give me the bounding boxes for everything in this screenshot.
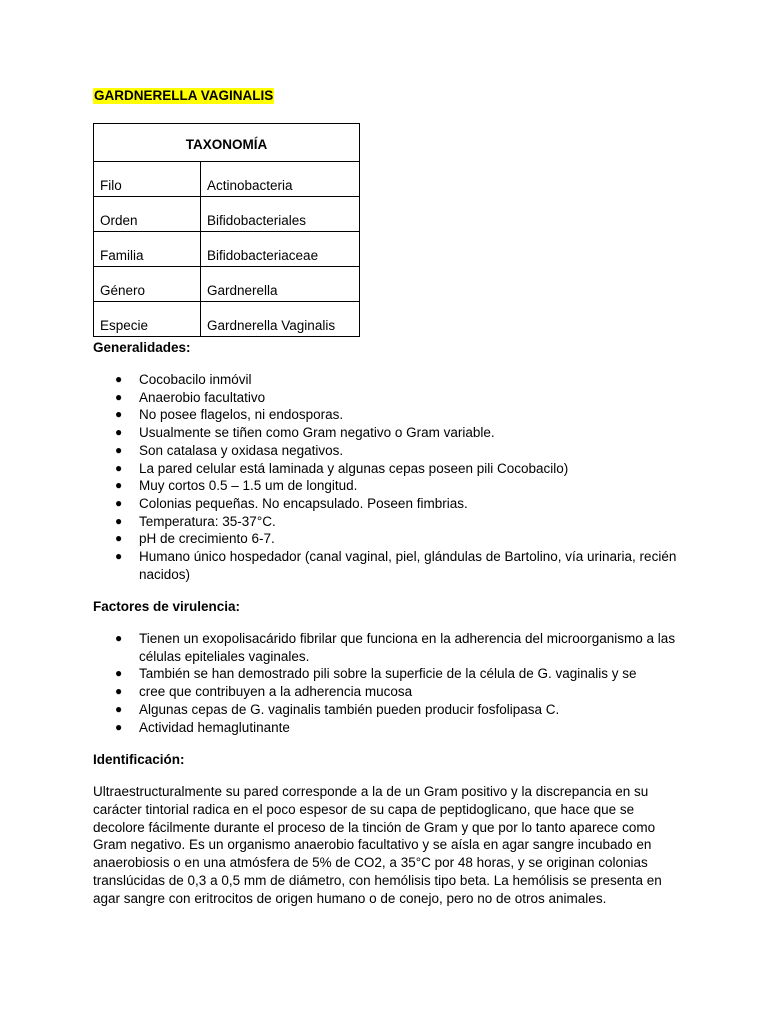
bullet-icon: ● (115, 684, 123, 699)
list-item-text: Actividad hemaglutinante (139, 719, 290, 735)
bullet-icon: ● (115, 442, 123, 457)
list-item-text: No posee flagelos, ni endosporas. (139, 407, 344, 423)
bullet-icon: ● (115, 701, 123, 716)
bullet-icon: ● (115, 719, 123, 734)
taxonomy-value: Actinobacteria (201, 162, 360, 197)
taxonomy-header: TAXONOMÍA (94, 124, 360, 162)
list-item (93, 513, 683, 531)
list-item-text: cree que contribuyen a la adherencia mucosa (139, 684, 413, 700)
list-item-text: Cocobacilo inmóvil (139, 372, 252, 387)
taxonomy-value: Gardnerella Vaginalis (201, 302, 360, 337)
generalidades-heading: Generalidades: (93, 340, 191, 355)
bullet-icon: ● (115, 666, 123, 681)
list-item-text: La pared celular está laminada y algunas cepas poseen pili Cocobacilo) (139, 460, 569, 476)
identificacion-paragraph: Ultraestructuralmente su pared corresponde a la de un Gram positivo y la discrepancia en su carácter tintorial radica en el poco espesor de su capa de peptidoglicano, que hace que se decolore fácilmente durante el proceso de la tinción de Gram y que por lo tanto aparece como Gram negativo. Es un organismo anaerobio facultativo y se aísla en agar sangre incubado en anaerobiosis o en una atmósfera de 5% de CO2, a 35°C por 48 horas, y se originan colonias translúcidas de 0,3 a 0,5 mm de diámetro, con hemólisis tipo beta. La hemólisis se presenta en agar sangre con eritrocitos de origen humano o de conejo, pero no de otros animales. (93, 784, 662, 906)
list-item-text: Algunas cepas de G. vaginalis también pueden producir fosfolipasa C. (139, 701, 560, 717)
list-item (93, 477, 683, 495)
list-item-text: Humano único hospedador (canal vaginal, piel, glándulas de Bartolino, vía urinaria, recién nacidos) (139, 549, 677, 582)
list-item (93, 548, 683, 583)
list-item (93, 665, 683, 683)
taxonomy-rank: Filo (94, 162, 201, 197)
bullet-icon: ● (115, 407, 123, 422)
table-row (94, 197, 360, 232)
table-row (94, 232, 360, 267)
list-item-text: pH de crecimiento 6-7. (139, 531, 275, 547)
identificacion-heading: Identificación: (93, 752, 185, 767)
bullet-icon: ● (115, 389, 123, 404)
list-item (93, 406, 683, 424)
list-item (93, 442, 683, 460)
table-row (94, 302, 360, 337)
list-item (93, 424, 683, 442)
list-item-text: Temperatura: 35-37°C. (139, 513, 276, 529)
taxonomy-value: Gardnerella (201, 267, 360, 302)
bullet-icon: ● (115, 460, 123, 475)
taxonomy-rank: Especie (94, 302, 201, 337)
taxonomy-rank: Familia (94, 232, 201, 267)
taxonomy-table (93, 123, 360, 337)
list-item (93, 371, 683, 389)
list-item-text: Tienen un exopolisacárido fibrilar que funciona en la adherencia del microorganismo a las células epiteliales vaginales. (139, 631, 676, 664)
bullet-icon: ● (115, 372, 123, 386)
taxonomy-header-row (94, 124, 360, 162)
list-item (93, 630, 683, 665)
list-item-text: Usualmente se tiñen como Gram negativo o Gram variable. (139, 425, 495, 441)
list-item-text: También se han demostrado pili sobre la superficie de la célula de G. vaginalis y se (139, 666, 637, 682)
taxonomy-rank: Orden (94, 197, 201, 232)
list-item-text: Muy cortos 0.5 – 1.5 um de longitud. (139, 478, 358, 494)
list-item-text: Anaerobio facultativo (139, 389, 266, 405)
list-item (93, 701, 683, 719)
bullet-icon: ● (115, 531, 123, 546)
bullet-icon: ● (115, 425, 123, 440)
bullet-icon: ● (115, 478, 123, 493)
list-item (93, 683, 683, 701)
list-item (93, 389, 683, 407)
list-item (93, 460, 683, 478)
list-item-text: Son catalasa y oxidasa negativos. (139, 442, 344, 458)
list-item-text: Colonias pequeñas. No encapsulado. Poseen fimbrias. (139, 495, 468, 511)
virulencia-list (93, 630, 683, 736)
list-item (93, 530, 683, 548)
bullet-icon: ● (115, 549, 123, 564)
list-item (93, 719, 683, 737)
table-row (94, 267, 360, 302)
bullet-icon: ● (115, 495, 123, 510)
virulencia-heading: Factores de virulencia: (93, 599, 241, 614)
bullet-icon: ● (115, 513, 123, 528)
document-title: GARDNERELLA VAGINALIS (94, 88, 274, 103)
generalidades-list (93, 371, 683, 583)
table-row (94, 162, 360, 197)
bullet-icon: ● (115, 631, 123, 645)
taxonomy-rank: Género (94, 267, 201, 302)
taxonomy-value: Bifidobacteriaceae (201, 232, 360, 267)
list-item (93, 495, 683, 513)
taxonomy-value: Bifidobacteriales (201, 197, 360, 232)
